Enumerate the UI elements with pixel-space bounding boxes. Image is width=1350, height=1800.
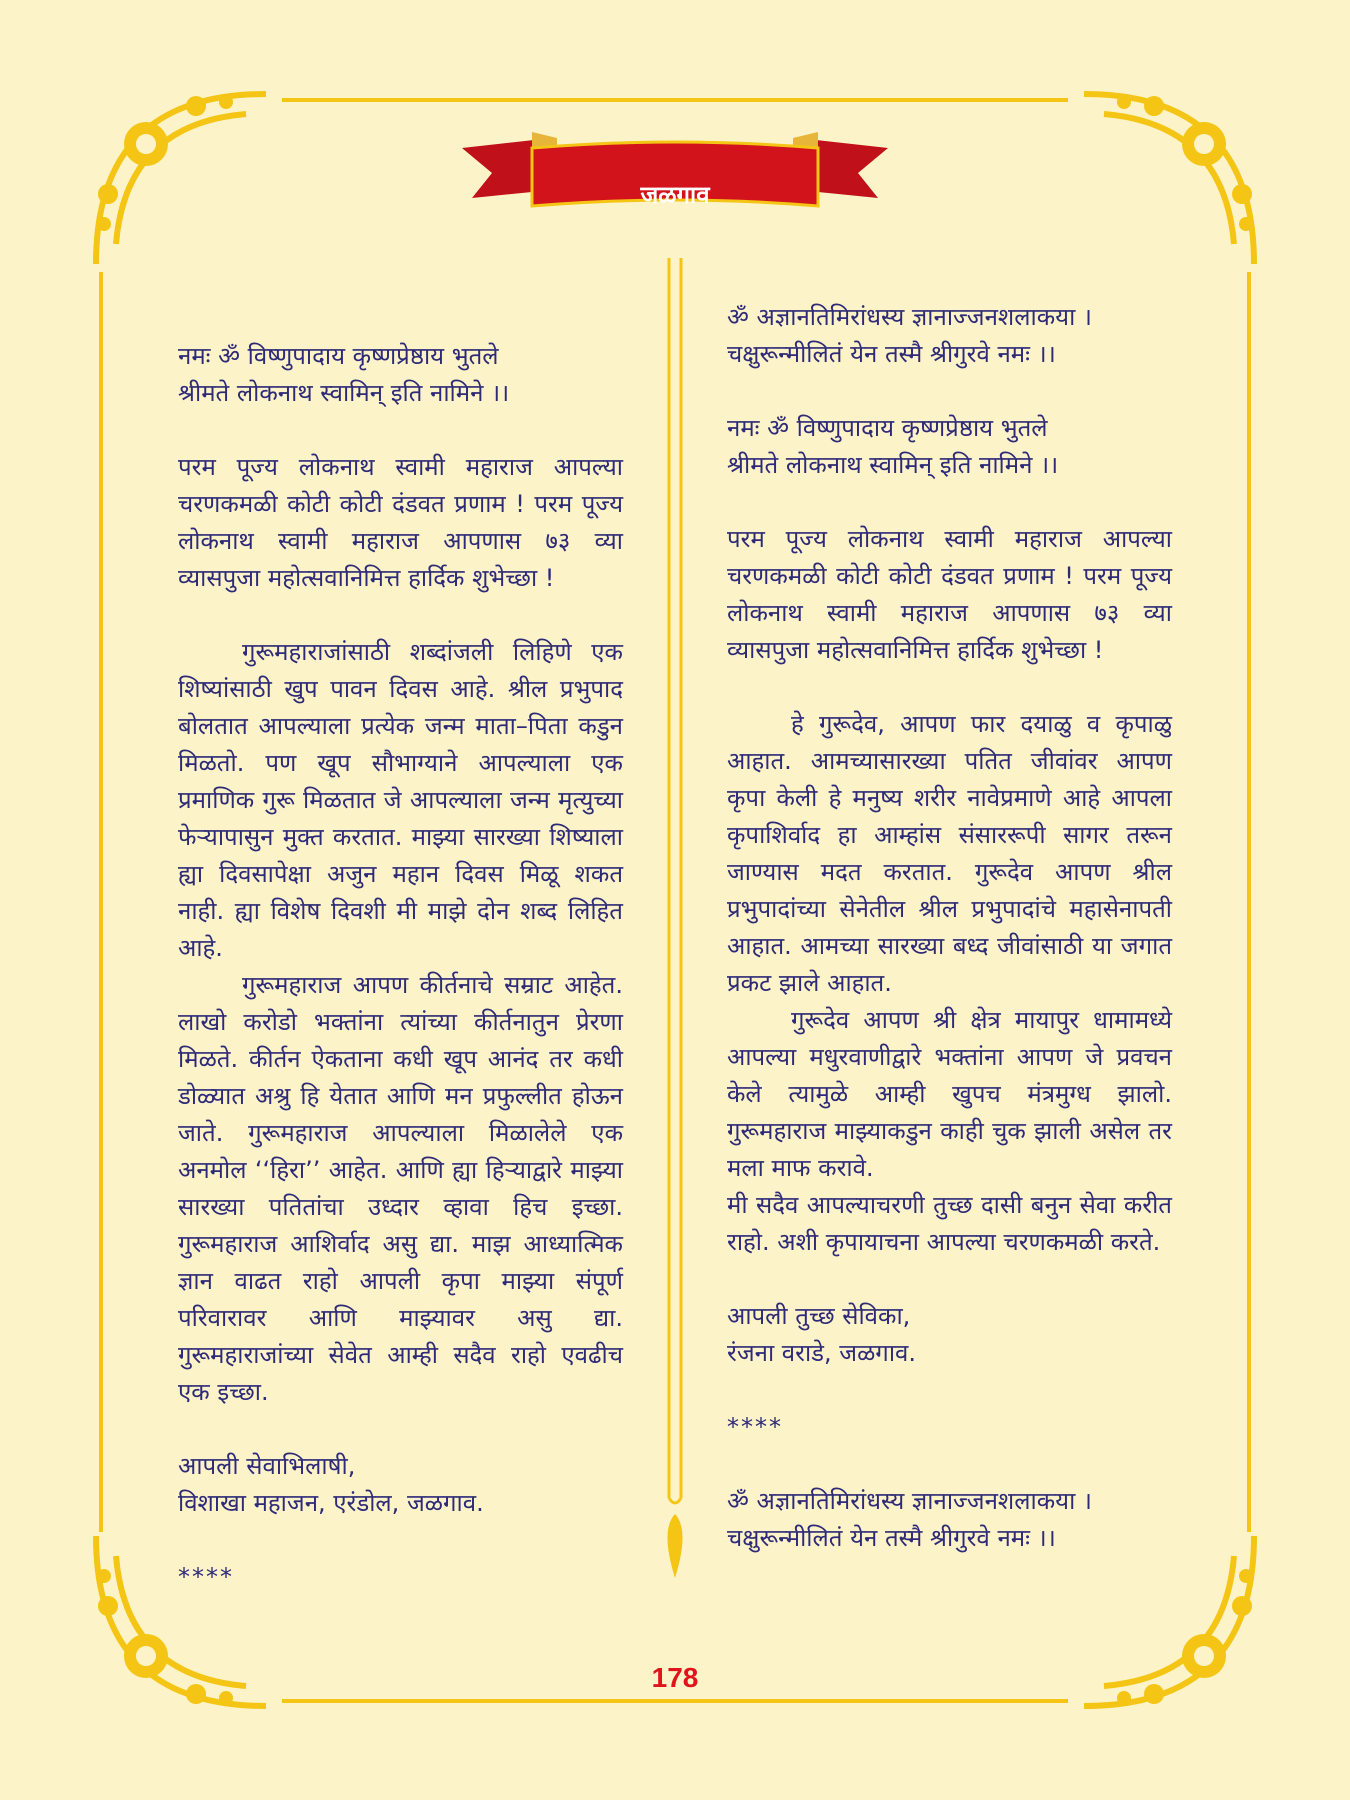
page-title: जळगाव (640, 181, 710, 209)
column-divider (660, 258, 690, 1578)
invocation-line: नमः ॐ विष्णुपादाय कृष्णप्रेष्ठाय भुतले (178, 342, 499, 370)
greeting-paragraph: परम पूज्य लोकनाथ स्वामी महाराज आपल्या चरणकमळी कोटी कोटी दंडवत प्रणाम ! परम पूज्य लोकनाथ स्वामी महाराज आपणास ७३ व्या व्यासपुजा महोत्सवानिमित्त हार्दिक शुभेच्छा ! (178, 453, 623, 592)
mantra-line: ॐ अज्ञानतिमिरांधस्य ज्ञानाज्जनशलाकया । (727, 303, 1093, 331)
border-right (1247, 272, 1251, 1532)
body-paragraph: मी सदैव आपल्याचरणी तुच्छ दासी बनुन सेवा करीत राहो. अशी कृपायाचना आपल्या चरणकमळी करते. (727, 1191, 1172, 1256)
border-bottom (282, 1699, 1068, 1703)
section-separator: **** (727, 1413, 783, 1441)
body-paragraph: गुरूदेव आपण श्री क्षेत्र मायापुर धामामध्ये आपल्या मधुरवाणीद्वारे भक्तांना आपण जे प्रवचन केले त्यामुळे आम्ही खुपच मंत्रमुग्ध झालो. गुरूमहाराज माझ्याकडुन काही चुक झाली असेल तर मला माफ करावे. (727, 1006, 1172, 1182)
greeting-paragraph: परम पूज्य लोकनाथ स्वामी महाराज आपल्या चरणकमळी कोटी कोटी दंडवत प्रणाम ! परम पूज्य लोकनाथ स्वामी महाराज आपणास ७३ व्या व्यासपुजा महोत्सवानिमित्त हार्दिक शुभेच्छा ! (727, 525, 1172, 664)
invocation-line: श्रीमते लोकनाथ स्वामिन् इति नामिने ।। (727, 451, 1059, 479)
signature-name: रंजना वराडे, जळगाव. (727, 1339, 917, 1367)
signature-name: विशाखा महाजन, एरंडोल, जळगाव. (178, 1489, 484, 1517)
border-left (99, 272, 103, 1532)
right-column (727, 299, 1172, 1557)
corner-ornament-top-left (86, 84, 276, 274)
mantra-line: चक्षुरून्मीलितं येन तस्मै श्रीगुरवे नमः ।। (727, 1524, 1056, 1552)
signature-line: आपली तुच्छ सेविका, (727, 1302, 911, 1330)
mantra-line: ॐ अज्ञानतिमिरांधस्य ज्ञानाज्जनशलाकया । (727, 1487, 1093, 1515)
signature-line: आपली सेवाभिलाषी, (178, 1452, 356, 1480)
body-paragraph: हे गुरूदेव, आपण फार दयाळु व कृपाळु आहात. आमच्यासारख्या पतित जीवांवर आपण कृपा केली हे मनुष्य शरीर नावेप्रमाणे आहे आपला कृपाशिर्वाद हा आम्हांस संसाररूपी सागर तरून जाण्यास मदत करतात. गुरूदेव आपण श्रील प्रभुपादांच्या सेनेतील श्रील प्रभुपादांचे महासेनापती आहात. आमच्या सारख्या बध्द जीवांसाठी या जगात प्रकट झाले आहात. (727, 710, 1172, 997)
invocation-line: श्रीमते लोकनाथ स्वामिन् इति नामिने ।। (178, 379, 510, 407)
corner-ornament-top-right (1074, 84, 1264, 274)
invocation-line: नमः ॐ विष्णुपादाय कृष्णप्रेष्ठाय भुतले (727, 414, 1048, 442)
section-separator: **** (178, 1563, 234, 1591)
page-number: 178 (651, 1662, 699, 1693)
border-top (282, 98, 1068, 102)
left-column (178, 338, 623, 1596)
mantra-line: चक्षुरून्मीलितं येन तस्मै श्रीगुरवे नमः ।। (727, 340, 1056, 368)
body-paragraph: गुरूमहाराज आपण कीर्तनाचे सम्राट आहेत. लाखो करोडो भक्तांना त्यांच्या कीर्तनातुन प्रेरणा मिळते. कीर्तन ऐकताना कधी खूप आनंद तर कधी डोळ्यात अश्रु हि येतात आणि मन प्रफुल्लीत होऊन जाते. गुरूमहाराज आपल्याला मिळालेले एक अनमोल ‘‘हिरा’’ आहेत. आणि ह्या हिऱ्याद्वारे माझ्या सारख्या पतितांचा उध्दार व्हावा हिच इच्छा. गुरूमहाराज आशिर्वाद असु द्या. माझ आध्यात्मिक ज्ञान वाढत राहो आपली कृपा माझ्या संपूर्ण परिवारावर आणि माझ्यावर असु द्या. गुरूमहाराजांच्या सेवेत आम्ही सदैव राहो एवढीच एक इच्छा. (178, 971, 623, 1406)
body-paragraph: गुरूमहाराजांसाठी शब्दांजली लिहिणे एक शिष्यांसाठी खुप पावन दिवस आहे. श्रील प्रभुपाद बोलतात आपल्याला प्रत्येक जन्म माता–पिता कडुन मिळतो. पण खूप सौभाग्याने आपल्याला एक प्रमाणिक गुरू मिळतात जे आपल्याला जन्म मृत्युच्या फेऱ्यापासुन मुक्त करतात. माझ्या सारख्या शिष्याला ह्या दिवसापेक्षा अजुन महान दिवस मिळू शकत नाही. ह्या विशेष दिवशी मी माझे दोन शब्द लिहित आहे. (178, 638, 623, 962)
